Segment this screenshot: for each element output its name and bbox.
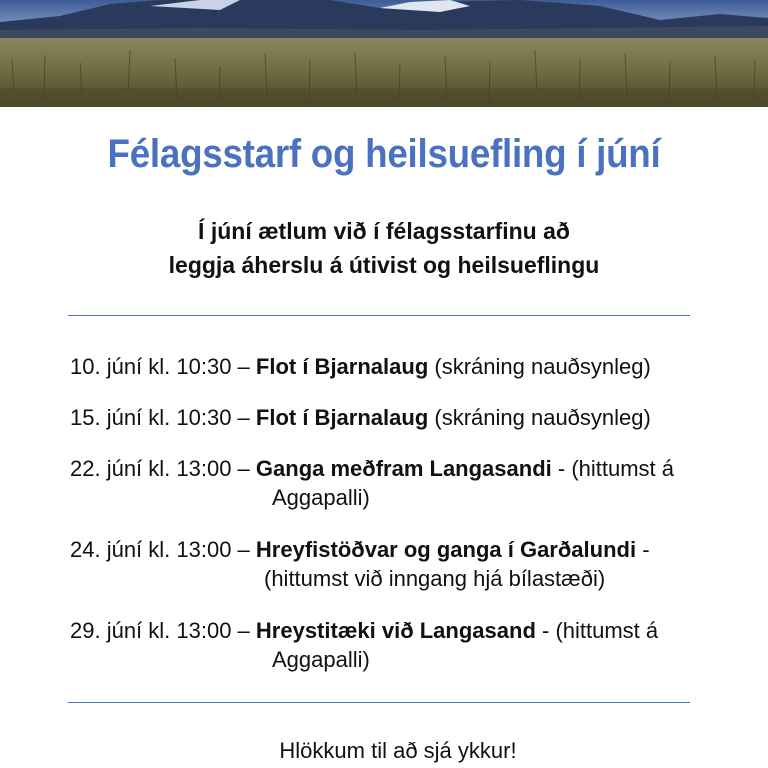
event-item [70, 352, 750, 381]
event-date-time: 10. júní kl. 10:30 – [70, 354, 256, 379]
divider-bottom [68, 702, 690, 703]
event-note: (skráning nauðsynleg) [428, 405, 651, 430]
event-note-continued: (hittumst við inngang hjá bílastæði) [264, 566, 606, 591]
event-title: Hreyfistöðvar og ganga í Garðalundi [255, 537, 637, 562]
event-title: Flot í Bjarnalaug [255, 354, 429, 379]
event-item [70, 403, 750, 432]
event-date-time: 15. júní kl. 10:30 – [70, 405, 256, 430]
divider-top [68, 315, 690, 316]
event-title: Ganga meðfram Langasandi [255, 456, 552, 481]
event-note: - (hittumst á [551, 456, 675, 481]
event-note-continued: Aggapalli) [272, 485, 370, 510]
subtitle [0, 214, 768, 282]
event-note: - (hittumst á [535, 618, 659, 643]
event-item [70, 535, 750, 593]
event-date-time: 24. júní kl. 13:00 – [70, 537, 256, 562]
subtitle-line-2: leggja áherslu á útivist og heilsueflingu [168, 252, 600, 278]
event-date-time: 29. júní kl. 13:00 – [70, 618, 256, 643]
event-item [70, 454, 750, 512]
event-note: (skráning nauðsynleg) [428, 354, 651, 379]
subtitle-line-1: Í júní ætlum við í félagsstarfinu að [198, 218, 570, 244]
banner-landscape-image [0, 0, 768, 107]
closing-message: Hlökkum til að sjá ykkur! [279, 738, 517, 763]
event-item [70, 616, 750, 674]
event-note-continued: Aggapalli) [272, 647, 370, 672]
event-date-time: 22. júní kl. 13:00 – [70, 456, 256, 481]
event-title: Flot í Bjarnalaug [255, 405, 429, 430]
page-title: Félagsstarf og heilsuefling í júní [107, 132, 661, 176]
event-title: Hreystitæki við Langasand [255, 618, 536, 643]
event-note: - [636, 537, 650, 562]
